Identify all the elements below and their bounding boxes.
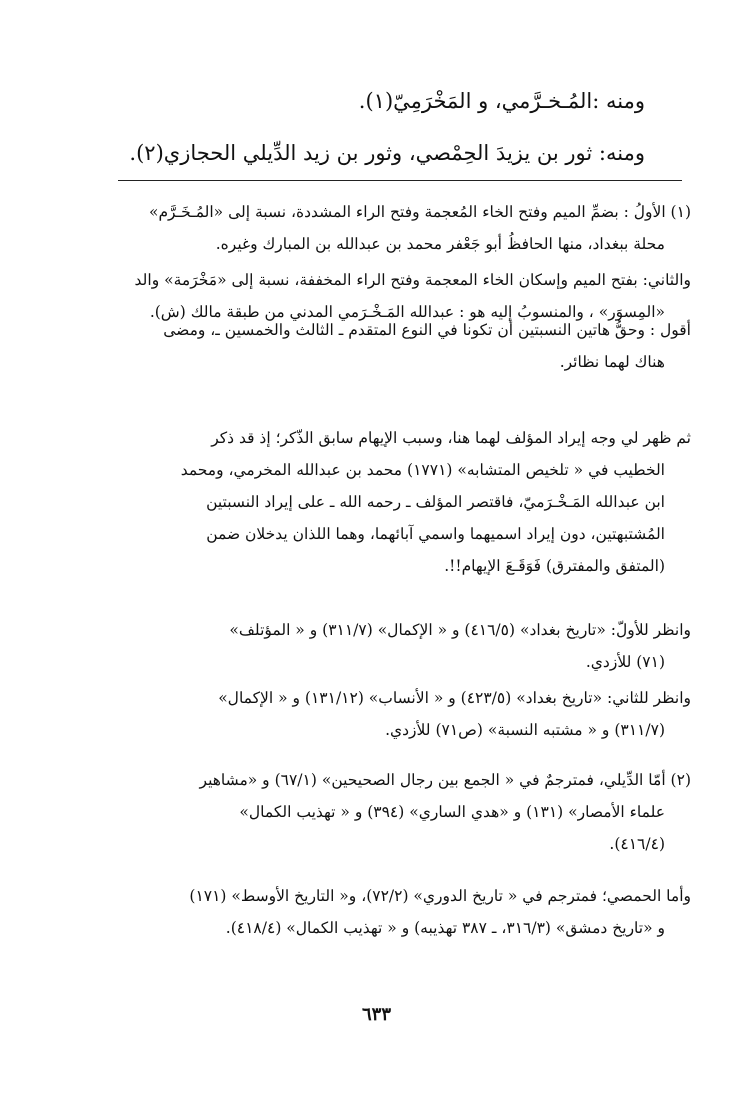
footnote-separator-rule	[118, 180, 682, 181]
footnote-line: (٣١١/٧) و « مشتبه النسبة» (ص٧١) للأزدي.	[385, 721, 665, 739]
footnote-line: المُشتبهتين، دون إيراد اسميهما واسمي آبائهما، وهما اللذان يدخلان ضمن	[206, 525, 665, 543]
footnote-line: «المِسوَر» ، والمنسوبُ إليه هو : عبدالله المَـخْـرَمي المدني من طبقة مالك (ش).	[149, 303, 665, 321]
footnote-line: (١) الأولُ : بضمِّ الميم وفتح الخاء المُعجمة وفتح الراء المشددة، نسبة إلى «المُـخَـرَّم»	[148, 203, 691, 221]
page-number: ٦٣٣	[361, 1004, 391, 1025]
footnote-line: (٧١) للأزدي.	[585, 653, 665, 671]
footnote-line: وأما الحمصي؛ فمترجم في « تاريخ الدوري» (٧٢/٢)، و« التاريخ الأوسط» (١٧١)	[189, 887, 691, 905]
footnote-paragraph	[68, 614, 691, 678]
main-text-line: ومنه :المُـخـرَّمي، و المَخْرَمِيّ(١).	[358, 89, 645, 113]
footnote-line: علماء الأمصار» (١٣١) و «هدي الساري» (٣٩٤) و « تهذيب الكمال»	[239, 803, 665, 821]
footnote-line: و «تاريخ دمشق» (٣١٦/٣، ـ ٣٨٧ تهذيبه) و « تهذيب الكمال» (٤١٨/٤).	[225, 919, 665, 937]
footnote-paragraph	[68, 422, 691, 582]
footnote-line: هناك لهما نظائر.	[559, 353, 665, 371]
main-text-line: ومنه: ثور بن يزيدَ الحِمْصي، وثور بن زيد الدِّيلي الحجازي(٢).	[129, 141, 645, 165]
footnote-line: ثم ظهر لي وجه إيراد المؤلف لهما هنا، وسبب الإيهام سابق الذّكر؛ إذ قد ذكر	[211, 429, 691, 447]
footnote-paragraph	[68, 682, 691, 746]
footnote-line: وانظر للأولّ: «تاريخ بغداد» (٤١٦/٥) و « الإكمال» (٣١١/٧) و « المؤتلف»	[229, 621, 691, 639]
footnote-line: (٢) أمّا الدِّيلي، فمترجمٌ في « الجمع بين رجال الصحيحين» (٦٧/١) و «مشاهير	[199, 771, 691, 789]
footnote-line: وانظر للثاني: «تاريخ بغداد» (٤٢٣/٥) و « الأنساب» (١٣١/١٢) و « الإكمال»	[218, 689, 691, 707]
footnote-paragraph	[68, 764, 691, 860]
footnote-line: والثاني: بفتح الميم وإسكان الخاء المعجمة وفتح الراء المخففة، نسبة إلى «مَخْرَمة» والد	[134, 271, 691, 289]
footnote-line: (٤١٦/٤).	[609, 835, 665, 853]
footnote-line: (المتفق والمفترق) فَوَقَـعَ الإيهام!!.	[444, 557, 665, 575]
footnote-paragraph	[68, 314, 691, 378]
footnote-line: محلة ببغداد، منها الحافظُ أبو جَعْفر محمد بن عبدالله بن المبارك وغيره.	[215, 235, 665, 253]
footnote-line: أقول : وحقُّ هاتين النسبتين أن تكونا في النوع المتقدم ـ الثالث والخمسين ـ، ومضى	[163, 321, 691, 339]
footnote-paragraph	[68, 880, 691, 944]
footnote-line: ابن عبدالله المَـخْـرَميّ، فاقتصر المؤلف ـ رحمه الله ـ على إيراد النسبتين	[206, 493, 665, 511]
footnote-paragraph	[68, 196, 691, 260]
footnote-line: الخطيب في « تلخيص المتشابه» (١٧٧١) محمد بن عبدالله المخرمي، ومحمد	[180, 461, 665, 479]
